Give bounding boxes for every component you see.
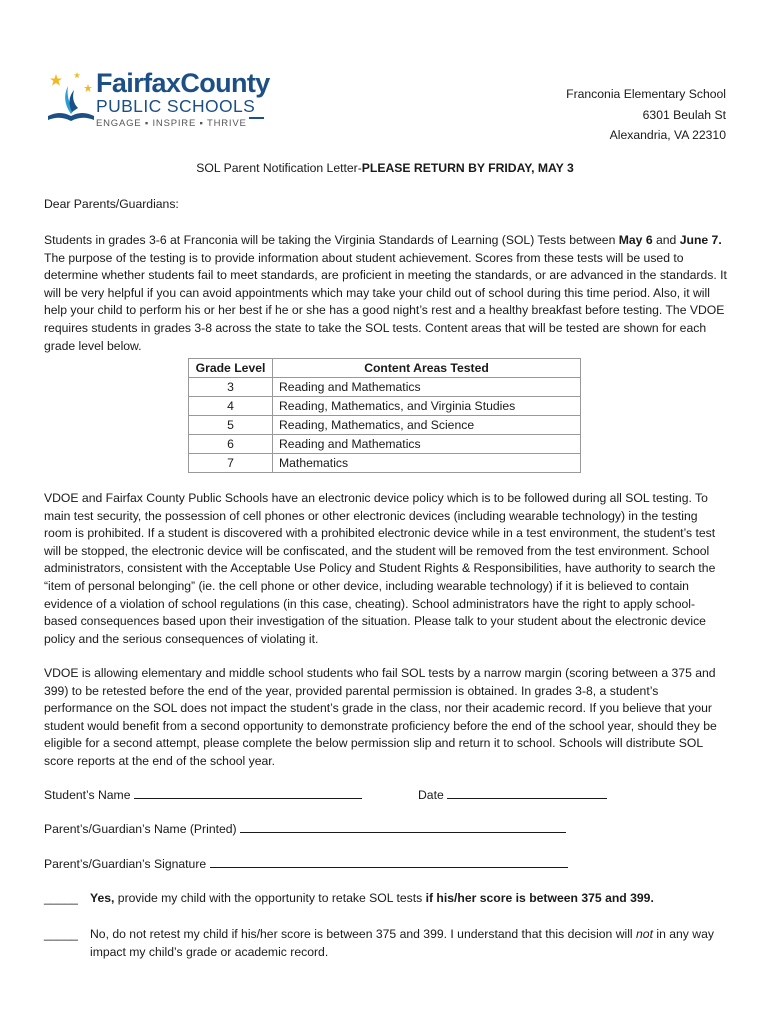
logo-subtitle: PUBLIC SCHOOLS	[96, 96, 256, 116]
table-row: 5 Reading, Mathematics, and Science	[189, 416, 581, 435]
device-policy-paragraph: VDOE and Fairfax County Public Schools have an electronic device policy which is to be followed during all SOL testing. To main test security, the possession of cell phones or other electronic devices (including wearable technology) in the testing room is prohibited. If a student is discovered with a prohibited electronic device while in a test environment, the student’s test will be stopped, the electronic device will be confiscated, and the student will be removed from the test environment. School administrators, consistent with the Acceptable Use Policy and Student Rights & Responsibilities, have authority to search the “item of personal belonging” (ie. the cell phone or other device, including wearable technology) if it is believed to contain evidence of a violation of school regulations (in this case, cheating). School administrators have the right to apply school-based consequences based upon their investigation of the situation. Please talk to your student about the electronic device policy and the serious consequences of violating it.	[44, 491, 716, 646]
return-deadline: PLEASE RETURN BY FRIDAY, MAY 3	[361, 161, 574, 175]
greeting: Dear Parents/Guardians:	[44, 197, 179, 211]
student-name-field[interactable]	[134, 787, 362, 799]
signature-label: Parent’s/Guardian’s Signature	[44, 857, 207, 871]
logo-emblem-icon	[44, 70, 100, 126]
parent-name-label: Parent’s/Guardian’s Name (Printed)	[44, 822, 237, 836]
retest-yes-option	[44, 890, 734, 908]
start-date: May 6	[618, 233, 653, 247]
signature-line	[44, 856, 568, 874]
parent-name-line	[44, 821, 566, 839]
table-row: 7 Mathematics	[189, 454, 581, 473]
date-field[interactable]	[447, 787, 607, 799]
grade-content-table	[188, 358, 581, 473]
end-date: June 7.	[679, 233, 722, 247]
letter-title	[0, 160, 770, 178]
table-header-row	[189, 359, 581, 378]
fcps-logo	[44, 68, 274, 130]
yes-checkmark-field[interactable]: _____	[44, 891, 78, 905]
student-name-label: Student’s Name	[44, 788, 131, 802]
school-address	[566, 84, 726, 146]
yes-option-text: Yes, provide my child with the opportunity to retake SOL tests if his/her score is between 375 and 399.	[90, 891, 654, 905]
school-street: 6301 Beulah St	[642, 107, 726, 122]
student-name-line	[44, 787, 362, 805]
school-name: Franconia Elementary School	[566, 87, 726, 101]
title-text: SOL Parent Notification Letter-	[196, 161, 362, 175]
table-row: 3 Reading and Mathematics	[189, 378, 581, 397]
date-label: Date	[418, 788, 444, 802]
logo-title: FairfaxCounty	[96, 68, 270, 98]
no-option-text: No, do not retest my child if his/her score is between 375 and 399. I understand that this decision will not in any way impact my child’s grade or academic record.	[90, 927, 714, 959]
header-grade-level: Grade Level	[189, 359, 273, 378]
retest-no-option	[44, 926, 734, 962]
logo-tagline: ENGAGE ▪ INSPIRE ▪ THRIVE	[96, 118, 247, 129]
signature-field[interactable]	[210, 856, 568, 868]
header-content-areas: Content Areas Tested	[273, 359, 581, 378]
retest-paragraph: VDOE is allowing elementary and middle school students who fail SOL tests by a narrow margin (scoring between a 375 and 399) to be retested before the end of the year, provided parental permission is obtained. In grades 3-8, a student’s performance on the SOL does not impact the student’s grade in the class, nor their academic record. If you believe that your student would benefit from a second opportunity to demonstrate proficiency before the end of the school year, should they be eligible for a second attempt, please complete the below permission slip and return it to school. Schools will distribute SOL score reports at the end of the school year.	[44, 666, 717, 768]
school-city: Alexandria, VA 22310	[609, 128, 726, 142]
table-row: 6 Reading and Mathematics	[189, 435, 581, 454]
parent-name-field[interactable]	[240, 821, 566, 833]
no-checkmark-field[interactable]: _____	[44, 927, 78, 941]
date-line	[418, 787, 607, 805]
table-row: 4 Reading, Mathematics, and Virginia Studies	[189, 397, 581, 416]
intro-paragraph: Students in grades 3-6 at Franconia will be taking the Virginia Standards of Learning (SOL) Tests between May 6 and June 7. The purpose of the testing is to provide information about student achievement. Scores from these tests will be used to determine whether students fail to meet standards, are proficient in meeting the standards, or are advanced in the standards. It will be very helpful if you can avoid appointments which may take your child out of school during this time period. Also, it will help your child to perform his or her best if he or she has a good night’s rest and a healthy breakfast before testing. The VDOE requires students in grades 3-8 across the state to take the SOL tests. Content areas that will be tested are shown for each grade level below.	[44, 233, 727, 353]
